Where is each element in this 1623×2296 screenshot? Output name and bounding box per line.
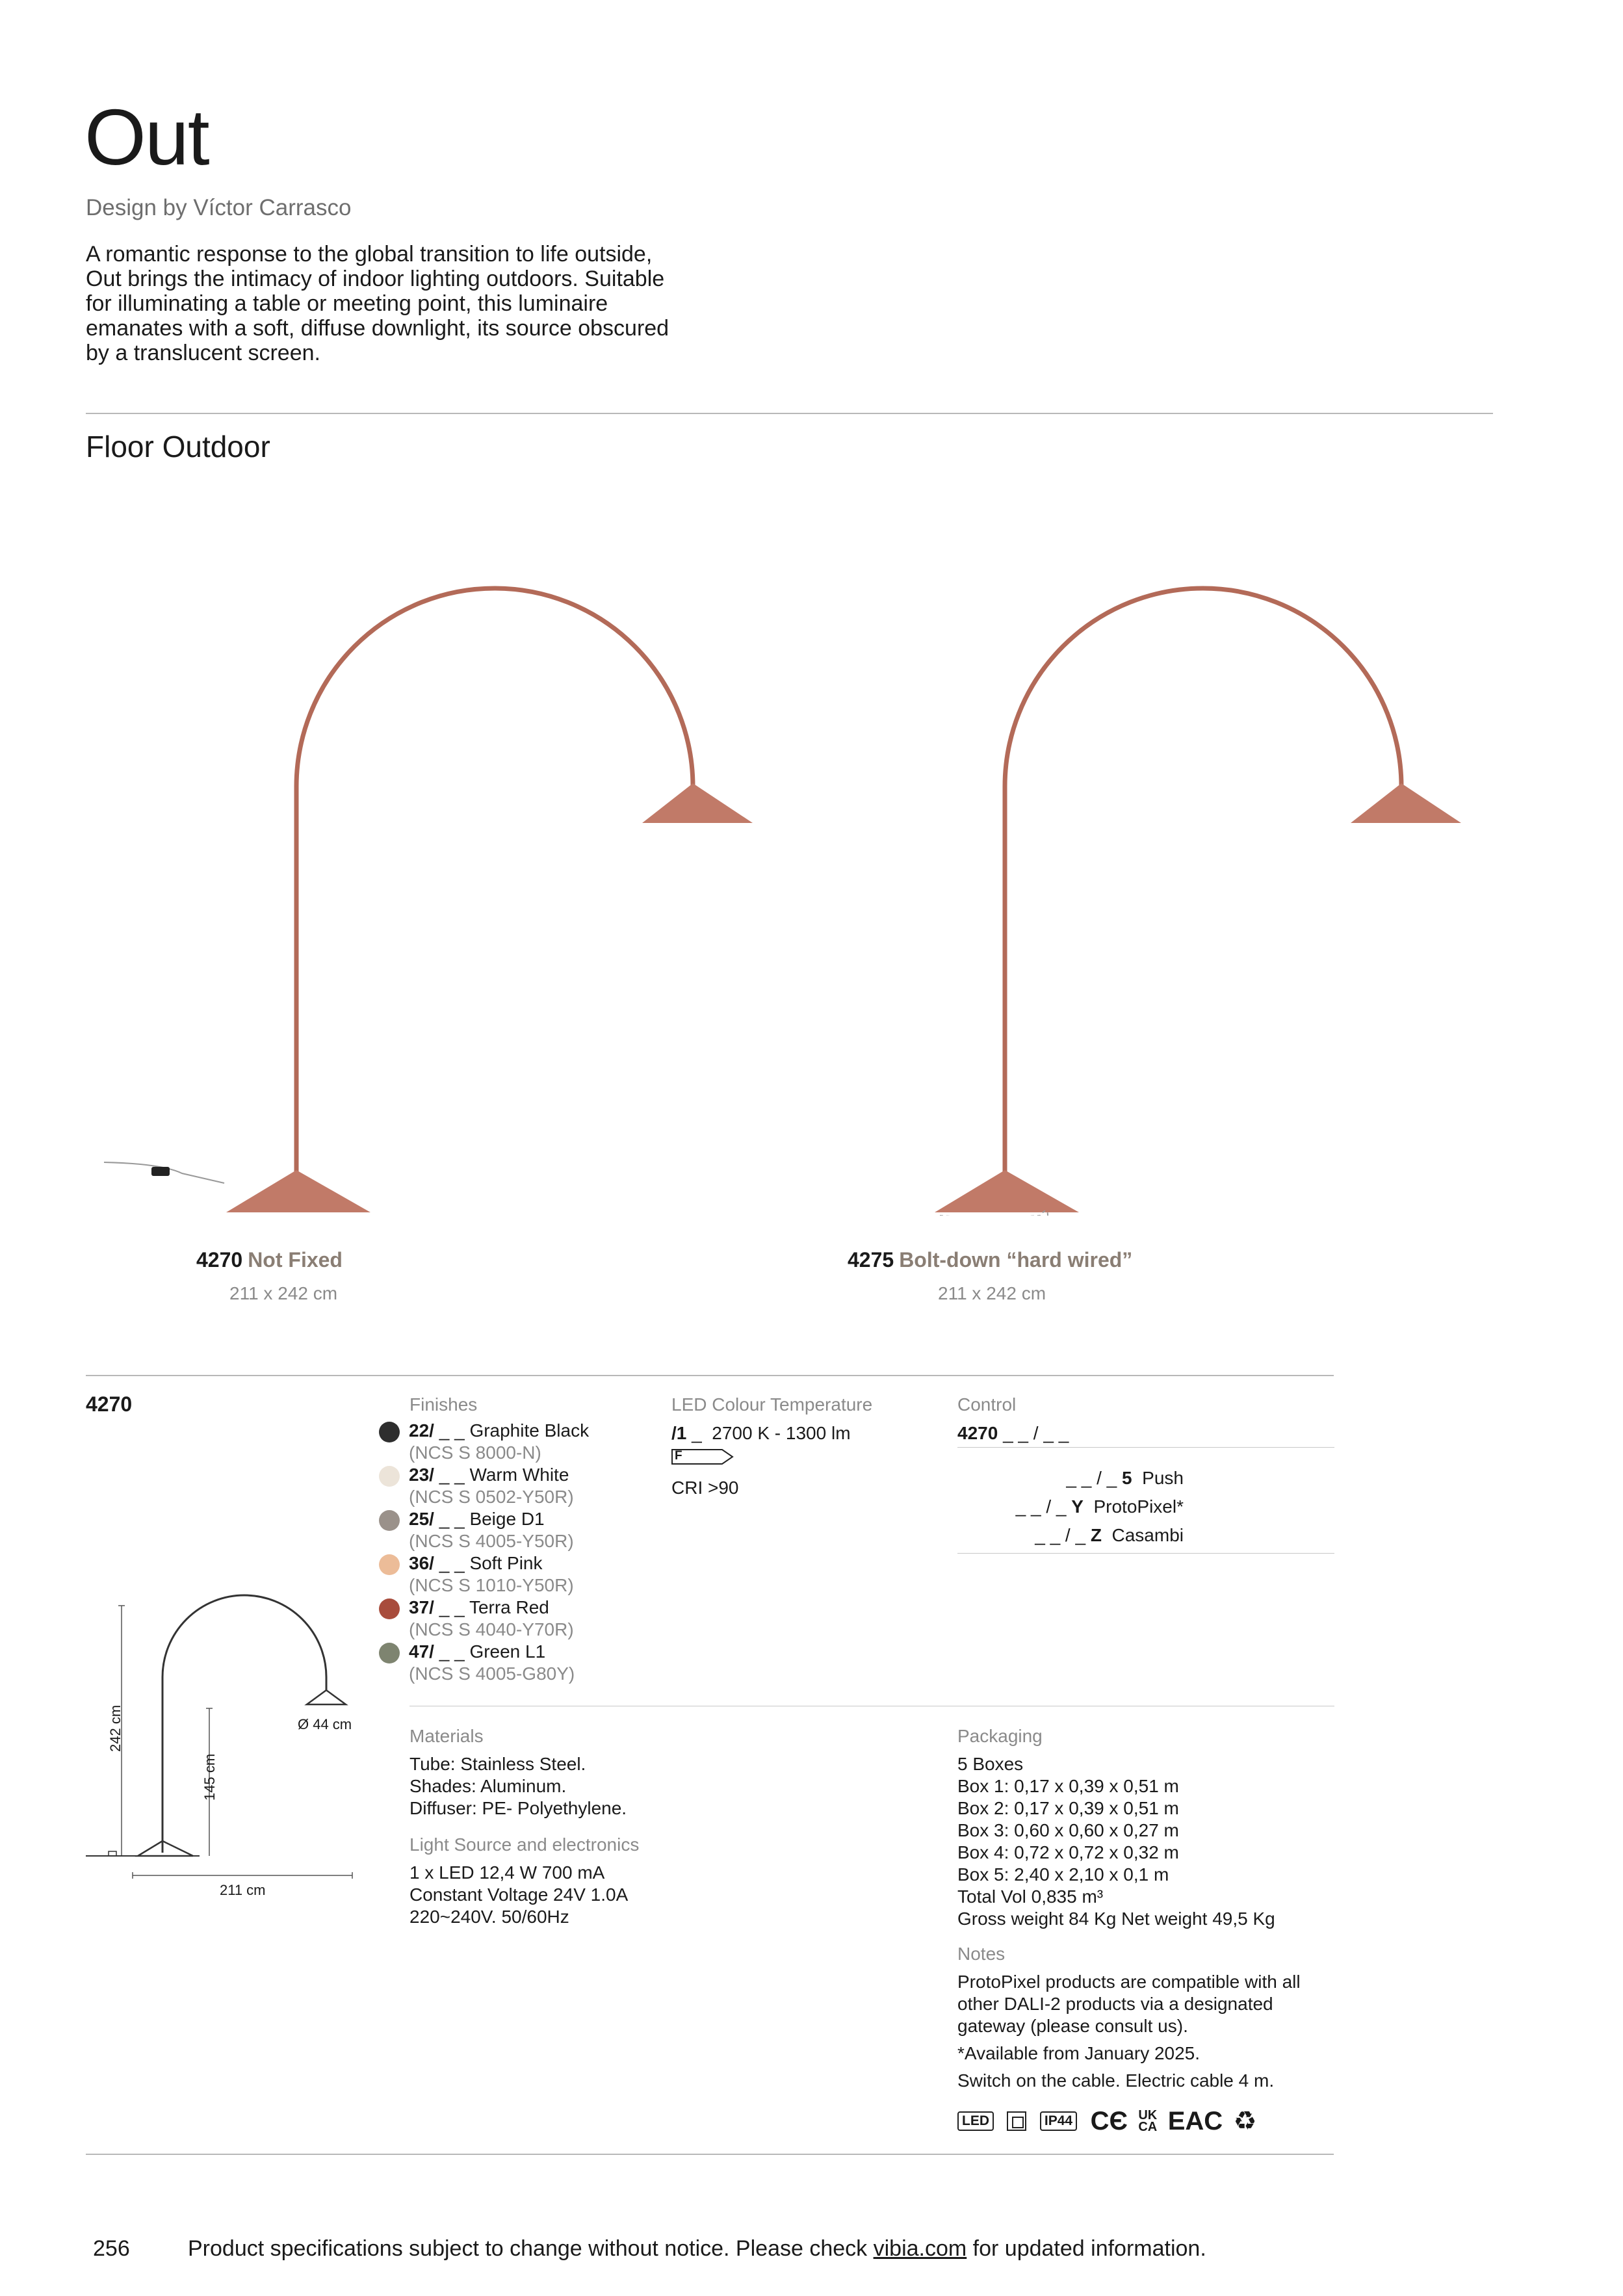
control-divider <box>957 1447 1334 1448</box>
base-4275 <box>935 1170 1079 1212</box>
product-description: A romantic response to the global transition to life outside, Out brings the intimacy of indoor lighting outdoors. Suitable for illuminating a table or meeting point, this luminaire emanates with a soft, diffuse downlight, its source obscured by a translucent screen. <box>86 242 669 365</box>
control-label: Control <box>957 1394 1017 1415</box>
control-code-row: 4270 _ _ / _ _ <box>957 1423 1069 1443</box>
product-dims: 211 x 242 cm <box>938 1283 1046 1303</box>
packaging-label: Packaging <box>957 1726 1043 1746</box>
specs-divider <box>86 1375 1334 1376</box>
led-cert-icon: LED <box>957 2111 994 2131</box>
materials-list: Tube: Stainless Steel. Shades: Aluminum. Diffuser: PE- Polyethylene. <box>409 1754 627 1818</box>
finish-item: 22/ _ _ Graphite Black (NCS S 8000-N) <box>379 1420 652 1465</box>
control-option: _ _ / _ Z Casambi <box>1035 1525 1184 1545</box>
packaging-list: 5 Boxes Box 1: 0,17 x 0,39 x 0,51 m Box 2: 0,17 x 0,39 x 0,51 m Box 3: 0,60 x 0,60 x 0,27 m Box 4: 0,72 x 0,72 x 0,32 m Box 5: 2,40 x 2,10 x 0,1 m Total Vol 0,835 m³ Gross weight 84 Kg Net weight 49,5 Kg <box>957 1754 1275 1929</box>
product-image-4270 <box>84 566 799 1216</box>
section-title: Floor Outdoor <box>86 430 270 463</box>
finish-item: 36/ _ _ Soft Pink (NCS S 1010-Y50R) <box>379 1553 652 1597</box>
eac-mark-icon: EAC <box>1167 2106 1223 2135</box>
ip44-icon: IP44 <box>1040 2111 1077 2131</box>
swatch-green-l1 <box>379 1643 400 1663</box>
product-dims: 211 x 242 cm <box>229 1283 338 1303</box>
finish-item: 25/ _ _ Beige D1 (NCS S 4005-Y50R) <box>379 1509 652 1553</box>
vibia-link[interactable]: vibia.com <box>873 2236 967 2261</box>
dim-shade: Ø 44 cm <box>298 1716 352 1732</box>
finish-item: 37/ _ _ Terra Red (NCS S 4040-Y70R) <box>379 1597 652 1641</box>
shade-4270-top <box>642 783 753 823</box>
swatch-graphite-black <box>379 1422 400 1442</box>
footer-note: Product specifications subject to change without notice. Please check vibia.com for updated information. <box>188 2236 1206 2261</box>
page-title: Out <box>84 93 209 181</box>
control-bottom-divider <box>957 1553 1334 1554</box>
dim-width: 211 cm <box>220 1882 266 1898</box>
swatch-terra-red <box>379 1598 400 1619</box>
finishes-label: Finishes <box>409 1394 478 1415</box>
spec-product-code: 4270 <box>86 1392 133 1416</box>
recycle-mark-icon: ♻ <box>1233 2107 1257 2135</box>
page-number: 256 <box>93 2236 130 2261</box>
control-option: _ _ / _ Y ProtoPixel* <box>1015 1496 1184 1517</box>
product-mode: Not Fixed <box>248 1248 343 1272</box>
cri-value: CRI >90 <box>671 1478 739 1498</box>
electronics-label: Light Source and electronics <box>409 1834 640 1855</box>
finish-item: 47/ _ _ Green L1 (NCS S 4005-G80Y) <box>379 1641 652 1686</box>
product-mode: Bolt-down “hard wired” <box>899 1248 1133 1272</box>
product-code: 4270 <box>196 1248 243 1272</box>
product-image-4275 <box>793 566 1508 1216</box>
class-ii-icon <box>1007 2111 1026 2131</box>
certifications <box>957 2106 1264 2136</box>
led-value-row: /1 _ 2700 K - 1300 lm <box>671 1423 851 1443</box>
footer-divider <box>86 2154 1334 2155</box>
finishes-list <box>379 1420 652 1686</box>
cable-switch-icon <box>151 1167 170 1176</box>
ce-mark-icon: CЄ <box>1090 2106 1128 2135</box>
swatch-beige-d1 <box>379 1510 400 1531</box>
product-code: 4275 <box>848 1248 894 1272</box>
technical-drawing <box>86 1586 372 1905</box>
dim-height: 242 cm <box>107 1704 123 1752</box>
electronics-list: 1 x LED 12,4 W 700 mA Constant Voltage 24V 1.0A 220~240V. 50/60Hz <box>409 1862 629 1927</box>
product-caption-4275 <box>848 1248 1132 1272</box>
product-caption-4270 <box>196 1248 343 1272</box>
energy-class-letter: F <box>675 1449 682 1463</box>
finish-item: 23/ _ _ Warm White (NCS S 0502-Y50R) <box>379 1465 652 1509</box>
swatch-soft-pink <box>379 1554 400 1575</box>
dim-pole: 145 cm <box>201 1753 218 1801</box>
led-label: LED Colour Temperature <box>671 1394 873 1415</box>
base-4270 <box>226 1170 370 1212</box>
materials-label: Materials <box>409 1726 484 1746</box>
notes-list: ProtoPixel products are compatible with all other DALI-2 products via a designated gateway (please consult us). *Available from January 2025. Switch on the cable. Electric cable 4 m. <box>957 1972 1301 2091</box>
ukca-mark-icon: UK CA <box>1138 2108 1158 2134</box>
header-divider <box>86 413 1493 414</box>
swatch-warm-white <box>379 1466 400 1487</box>
control-options <box>957 1468 1184 1554</box>
designer-credit: Design by Víctor Carrasco <box>86 195 352 220</box>
shade-4275-top <box>1351 783 1461 823</box>
control-option: _ _ / _ 5 Push <box>1066 1468 1184 1488</box>
notes-label: Notes <box>957 1944 1006 1964</box>
